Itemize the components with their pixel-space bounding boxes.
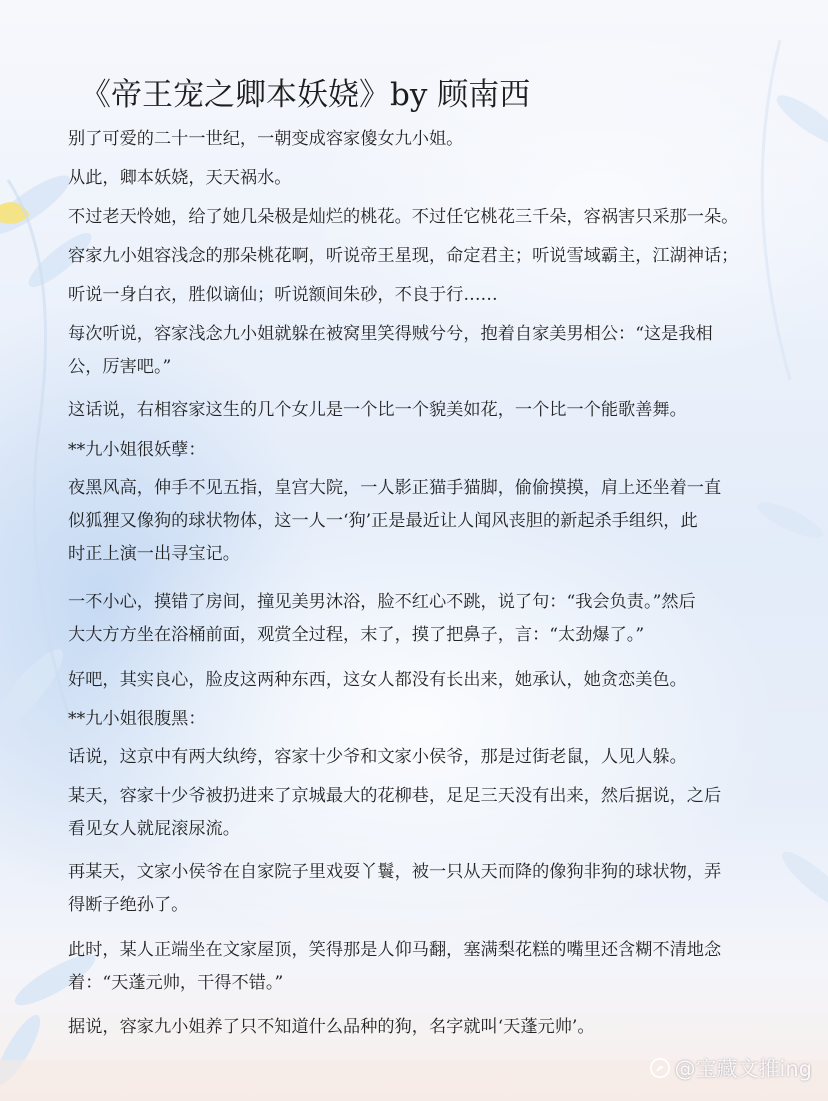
section-heading-2: **九小姐很腹黑： [68, 709, 206, 729]
watermark-text: @宝藏文推ing [674, 1057, 812, 1081]
paragraph-1: 别了可爱的二十一世纪，一朝变成容家傻女九小姐。 [68, 129, 464, 149]
paragraph-10: 好吧，其实良心，脸皮这两种东西，这女人都没有长出来，她承认，她贪恋美色。 [68, 670, 687, 690]
paragraph-2: 从此，卿本妖娆，天天祸水。 [68, 168, 292, 188]
paragraph-8: 夜黑风高，伸手不见五指，皇宫大院，一人影正猫手猫脚，偷偷摸摸，肩上还坐着一直 似狐狸又像狗的球状物体，这一人一‘狗’正是最近让人闻风丧胆的新起杀手组织，此 时正上演一出寻宝记。 [68, 478, 722, 564]
paragraph-6: 每次听说，容家浅念九小姐就躲在被窝里笑得贼兮兮，抱着自家美男相公：“这是我相 公，厉害吧。” [68, 324, 713, 377]
watermark [649, 1053, 812, 1083]
paragraph-7: 这话说，右相容家这生的几个女儿是一个比一个貌美如花，一个比一个能歌善舞。 [68, 400, 687, 420]
paragraph-4: 容家九小姐容浅念的那朵桃花啊，听说帝王星现，命定君主；听说雪域霸主，江湖神话； [68, 246, 739, 266]
section-heading-1: **九小姐很妖孽： [68, 440, 206, 460]
paragraph-11: 话说，这京中有两大纨绔，容家十少爷和文家小侯爷，那是过街老鼠，人见人躲。 [68, 747, 687, 767]
paragraph-13: 再某天，文家小侯爷在自家院子里戏耍丫鬟，被一只从天而降的像狗非狗的球状物，弄 得断子绝孙了。 [68, 862, 722, 915]
paragraph-12: 某天，容家十少爷被扔进来了京城最大的花柳巷，足足三天没有出来，然后据说，之后 看见女人就屁滚尿流。 [68, 786, 722, 839]
sohu-logo-icon [649, 1057, 671, 1079]
paragraph-15: 据说，容家九小姐养了只不知道什么品种的狗，名字就叫‘天蓬元帅’。 [68, 1017, 595, 1037]
paragraph-14: 此时，某人正端坐在文家屋顶，笑得那是人仰马翻，塞满梨花糕的嘴里还含糊不清地念 着：“天蓬元帅，干得不错。” [68, 940, 722, 993]
paragraph-5: 听说一身白衣，胜似谪仙；听说额间朱砂，不良于行…… [68, 285, 498, 305]
book-title: 《帝王宠之卿本妖娆》by 顾南西 [80, 77, 531, 113]
paragraph-9: 一不小心，摸错了房间，撞见美男沐浴，脸不红心不跳，说了句：“我会负责。”然后 大大方方坐在浴桶前面，观赏全过程，末了，摸了把鼻子，言：“太劲爆了。” [68, 592, 696, 645]
paragraph-3: 不过老天怜她，给了她几朵极是灿烂的桃花。不过任它桃花三千朵，容祸害只采那一朵。 [68, 207, 739, 227]
